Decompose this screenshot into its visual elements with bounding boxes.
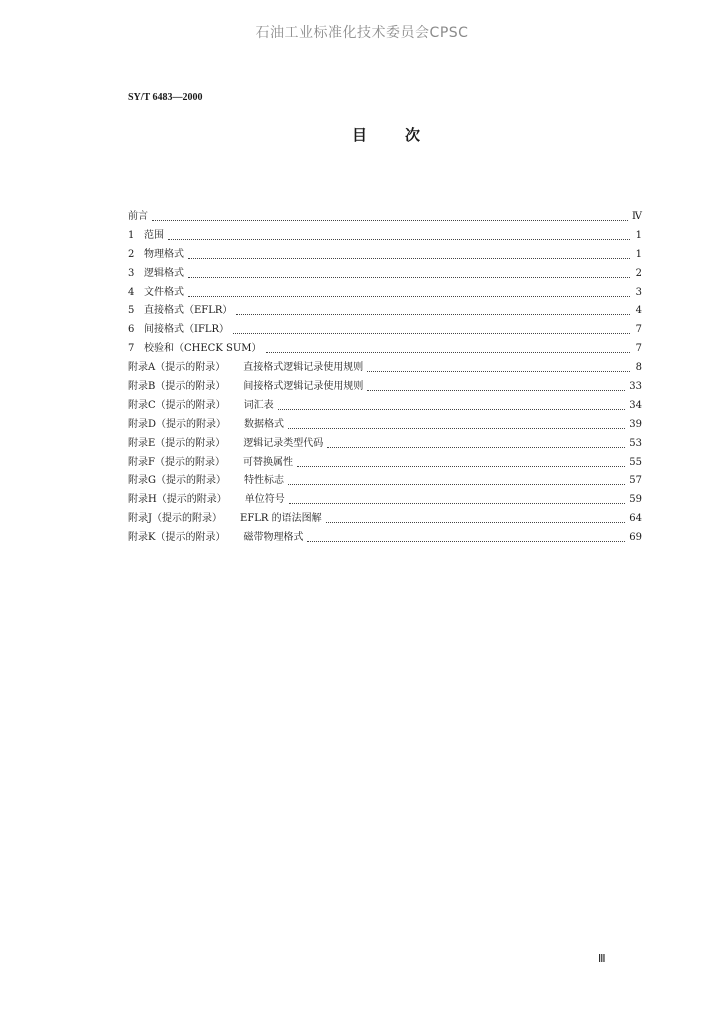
toc-entry[interactable]: [128, 435, 642, 454]
toc-entry-page: 55: [629, 456, 642, 468]
toc-entry-appendix-prefix: 附录H（提示的附录）: [128, 494, 227, 506]
toc-entry-label: 校验和（CHECK SUM）: [144, 343, 262, 355]
toc-dot-leader: [236, 314, 630, 315]
toc-entry-page: 4: [635, 305, 642, 317]
toc-entry-label: 数据格式: [244, 418, 285, 430]
toc-entry-appendix-prefix: 附录A（提示的附录）: [128, 362, 226, 374]
toc-entry-page: 7: [635, 324, 642, 336]
toc-entry-page: 34: [629, 399, 642, 411]
toc-entry-label: 单位符号: [244, 494, 285, 506]
toc-dot-leader: [188, 277, 630, 278]
toc-entry[interactable]: [128, 227, 642, 246]
toc-entry-page: 33: [629, 381, 642, 393]
toc-entry-number: 6: [128, 324, 135, 336]
toc-entry-number: 5: [128, 305, 135, 317]
toc-dot-leader: [188, 296, 630, 297]
toc-entry-appendix-prefix: 附录F（提示的附录）: [128, 456, 225, 468]
toc-entry-page: 3: [635, 286, 642, 298]
toc-dot-leader: [367, 390, 625, 391]
table-of-contents: [128, 208, 642, 548]
toc-entry-label: 间接格式逻辑记录使用规则: [243, 381, 364, 393]
toc-dot-leader: [327, 447, 625, 448]
toc-entry-page: 7: [635, 343, 642, 355]
toc-dot-leader: [307, 541, 625, 542]
toc-entry-page: 2: [635, 267, 642, 279]
toc-dot-leader: [289, 503, 626, 504]
toc-entry-number: 7: [128, 343, 135, 355]
toc-entry-appendix-prefix: 附录J（提示的附录）: [128, 513, 223, 525]
toc-entry-label: 间接格式（IFLR）: [144, 324, 230, 336]
toc-entry-label: 逻辑记录类型代码: [243, 437, 324, 449]
toc-entry-label: 直接格式逻辑记录使用规则: [243, 362, 364, 374]
toc-entry-label: EFLR 的语法图解: [240, 513, 322, 525]
toc-entry-page: 57: [629, 475, 642, 487]
toc-entry-label: 文件格式: [144, 286, 184, 298]
toc-dot-leader: [168, 239, 630, 240]
toc-dot-leader: [278, 409, 626, 410]
toc-dot-leader: [367, 371, 630, 372]
toc-entry-label: 可替换属性: [242, 456, 293, 468]
toc-entry-page: 1: [635, 229, 642, 241]
toc-entry-number: 4: [128, 286, 135, 298]
page-header: 石油工业标准化技术委员会CPSC: [255, 25, 469, 41]
toc-entry[interactable]: [128, 378, 642, 397]
page-number: Ⅲ: [598, 953, 606, 965]
toc-entry[interactable]: [128, 472, 642, 491]
toc-dot-leader: [266, 352, 631, 353]
toc-entry-appendix-prefix: 附录E（提示的附录）: [128, 437, 226, 449]
toc-entry-page: 53: [629, 437, 642, 449]
toc-entry-appendix-prefix: 附录D（提示的附录）: [128, 418, 227, 430]
toc-entry[interactable]: [128, 359, 642, 378]
toc-entry-label: 直接格式（EFLR）: [144, 305, 233, 317]
toc-entry[interactable]: [128, 265, 642, 284]
toc-entry[interactable]: [128, 454, 642, 473]
toc-entry-number: 3: [128, 267, 135, 279]
toc-entry[interactable]: [128, 246, 642, 265]
toc-entry[interactable]: [128, 491, 642, 510]
toc-entry-label: 词汇表: [243, 399, 274, 411]
toc-entry[interactable]: [128, 302, 642, 321]
toc-entry[interactable]: [128, 510, 642, 529]
toc-entry-label: 范围: [144, 229, 164, 241]
toc-entry-label: 特性标志: [244, 475, 284, 487]
toc-entry-page: 8: [635, 362, 642, 374]
toc-entry-page: 69: [629, 532, 642, 544]
toc-entry-page: 59: [629, 494, 642, 506]
toc-entry-label: 前言: [128, 211, 148, 222]
toc-dot-leader: [297, 466, 625, 467]
toc-entry[interactable]: [128, 208, 642, 227]
toc-entry[interactable]: [128, 529, 642, 548]
toc-entry-appendix-prefix: 附录C（提示的附录）: [128, 399, 226, 411]
toc-entry[interactable]: [128, 416, 642, 435]
toc-dot-leader: [326, 522, 626, 523]
toc-dot-leader: [152, 220, 628, 221]
toc-entry-appendix-prefix: 附录B（提示的附录）: [128, 381, 226, 393]
toc-entry-number: 2: [128, 248, 135, 260]
toc-entry[interactable]: [128, 340, 642, 359]
toc-entry-label: 磁带物理格式: [243, 532, 304, 544]
toc-entry[interactable]: [128, 284, 642, 303]
toc-dot-leader: [233, 333, 630, 334]
standard-number: SY/T 6483—2000: [128, 92, 203, 103]
toc-dot-leader: [288, 428, 625, 429]
toc-entry[interactable]: [128, 397, 642, 416]
toc-entry-page: Ⅳ: [632, 211, 642, 222]
toc-entry-appendix-prefix: 附录K（提示的附录）: [128, 532, 226, 544]
toc-entry-page: 39: [629, 418, 642, 430]
toc-dot-leader: [188, 258, 630, 259]
toc-entry-appendix-prefix: 附录G（提示的附录）: [128, 475, 226, 487]
toc-entry-label: 逻辑格式: [144, 267, 184, 279]
toc-entry-page: 64: [629, 513, 642, 525]
toc-entry-page: 1: [635, 248, 642, 260]
toc-dot-leader: [288, 484, 625, 485]
toc-title: 目次: [352, 126, 459, 144]
toc-entry-label: 物理格式: [144, 248, 184, 260]
toc-entry-number: 1: [128, 229, 135, 241]
toc-entry[interactable]: [128, 321, 642, 340]
